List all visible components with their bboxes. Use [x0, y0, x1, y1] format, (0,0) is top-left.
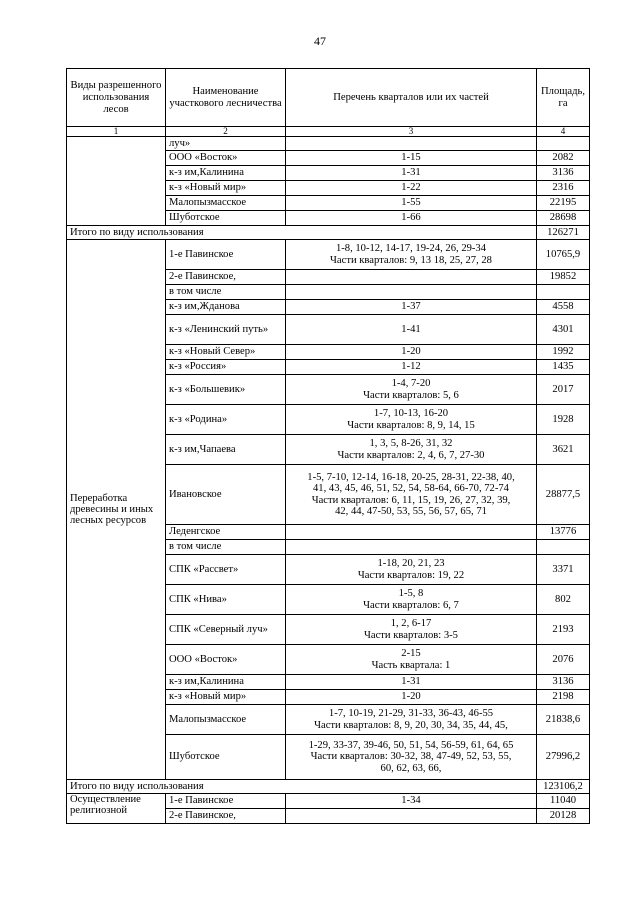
forestry-name: 2-е Павинское, [166, 270, 286, 285]
column-number: 3 [286, 127, 537, 137]
table-header-row [67, 69, 590, 127]
quarters-line: 60, 62, 63, 66, [380, 762, 442, 774]
area-cell: 4301 [537, 315, 590, 345]
quarters-line: Части кварталов: 6, 11, 15, 19, 26, 27, 32, 39, [311, 494, 511, 506]
table-row [67, 137, 590, 151]
forestry-name: СПК «Северный луч» [166, 615, 286, 645]
use-type-cell: Осуществление религиозной [67, 794, 166, 824]
quarters-line: Части кварталов: 8, 9, 20, 30, 34, 35, 44, 45, [314, 719, 508, 731]
area-cell: 2017 [537, 375, 590, 405]
forestry-name: к-з им,Жданова [166, 300, 286, 315]
quarters-cell: 1-34 [286, 794, 537, 809]
use-type-cell [67, 137, 166, 226]
quarters-line: 1-5, 8 [398, 588, 424, 600]
area-cell: 1435 [537, 360, 590, 375]
quarters-line: 1-18, 20, 21, 23 [377, 558, 445, 570]
forestry-name: ООО «Восток» [166, 645, 286, 675]
quarters-cell [286, 240, 537, 270]
table-row [67, 240, 590, 270]
area-cell: 27996,2 [537, 735, 590, 780]
area-cell [537, 137, 590, 151]
area-cell: 2082 [537, 151, 590, 166]
forestry-name: к-з им,Калинина [166, 166, 286, 181]
forestry-name: Малопызмасское [166, 196, 286, 211]
area-cell: 2316 [537, 181, 590, 196]
quarters-cell: 1-31 [286, 166, 537, 181]
table-row [67, 794, 590, 809]
forestry-name: 1-е Павинское [166, 794, 286, 809]
quarters-cell: 1-31 [286, 675, 537, 690]
header-forestry-name: Наименование участкового лесничества [166, 69, 286, 127]
quarters-cell [286, 435, 537, 465]
quarters-line: 42, 44, 47-50, 53, 55, 56, 57, 65, 71 [335, 505, 487, 517]
quarters-cell [286, 285, 537, 300]
quarters-cell: 1-41 [286, 315, 537, 345]
quarters-line: Части кварталов: 30-32, 38, 47-49, 52, 53, 55, [310, 751, 512, 763]
quarters-line: Части кварталов: 9, 13 18, 25, 27, 28 [330, 254, 492, 266]
area-cell: 22195 [537, 196, 590, 211]
forest-use-table [66, 68, 590, 824]
quarters-line: 2-15 [401, 648, 421, 660]
forestry-name: СПК «Нива» [166, 585, 286, 615]
forestry-name: Малопызмасское [166, 705, 286, 735]
quarters-cell [286, 555, 537, 585]
forestry-name: Ивановское [166, 465, 286, 525]
quarters-cell [286, 525, 537, 540]
forestry-name: Шуботское [166, 735, 286, 780]
quarters-cell: 1-20 [286, 345, 537, 360]
quarters-cell [286, 645, 537, 675]
quarters-cell: 1-12 [286, 360, 537, 375]
quarters-line: 1, 2, 6-17 [390, 618, 432, 630]
total-label: Итого по виду использования [67, 226, 537, 240]
total-value: 126271 [537, 226, 590, 240]
quarters-line: 41, 43, 45, 46, 51, 52, 54, 58-64, 66-70, 72-74 [313, 483, 509, 495]
quarters-cell [286, 137, 537, 151]
quarters-line: Части кварталов: 5, 6 [363, 389, 459, 401]
quarters-cell [286, 465, 537, 525]
quarters-cell [286, 405, 537, 435]
area-cell: 3621 [537, 435, 590, 465]
quarters-cell [286, 735, 537, 780]
use-type-cell: Переработка древесины и иных лесных ресурсов [67, 240, 166, 780]
quarters-line: 1-4, 7-20 [391, 378, 431, 390]
forestry-name: луч» [166, 137, 286, 151]
total-row [67, 226, 590, 240]
area-cell: 28698 [537, 211, 590, 226]
area-cell: 802 [537, 585, 590, 615]
forestry-name: ООО «Восток» [166, 151, 286, 166]
area-cell: 13776 [537, 525, 590, 540]
forestry-name: к-з «Новый мир» [166, 690, 286, 705]
quarters-line: Части кварталов: 3-5 [364, 629, 458, 641]
area-cell: 1928 [537, 405, 590, 435]
total-row [67, 780, 590, 794]
quarters-cell [286, 270, 537, 285]
column-number: 2 [166, 127, 286, 137]
header-use-type: Виды разрешенного использования лесов [67, 69, 166, 127]
area-cell [537, 540, 590, 555]
area-cell: 2198 [537, 690, 590, 705]
quarters-cell [286, 705, 537, 735]
quarters-line: 1-29, 33-37, 39-46, 50, 51, 54, 56-59, 61, 64, 65 [308, 740, 514, 752]
forestry-name: в том числе [166, 285, 286, 300]
forestry-name: СПК «Рассвет» [166, 555, 286, 585]
column-number: 1 [67, 127, 166, 137]
quarters-line: Части кварталов: 19, 22 [357, 569, 465, 581]
quarters-cell [286, 615, 537, 645]
area-cell: 4558 [537, 300, 590, 315]
column-number-row [67, 127, 590, 137]
forestry-name: 1-е Павинское [166, 240, 286, 270]
forestry-name: к-з им,Чапаева [166, 435, 286, 465]
quarters-line: 1-7, 10-13, 16-20 [373, 408, 449, 420]
area-cell: 19852 [537, 270, 590, 285]
quarters-line: Часть квартала: 1 [371, 659, 451, 671]
forestry-name: в том числе [166, 540, 286, 555]
quarters-line: Части кварталов: 8, 9, 14, 15 [347, 419, 475, 431]
column-number: 4 [537, 127, 590, 137]
area-cell: 3371 [537, 555, 590, 585]
header-area: Площадь, га [537, 69, 590, 127]
quarters-line: 1-8, 10-12, 14-17, 19-24, 26, 29-34 [335, 243, 487, 255]
forestry-name: к-з «Новый мир» [166, 181, 286, 196]
area-cell: 10765,9 [537, 240, 590, 270]
quarters-cell [286, 809, 537, 824]
forestry-name: к-з «Ленинский путь» [166, 315, 286, 345]
forestry-name: к-з «Новый Север» [166, 345, 286, 360]
forestry-name: Леденгское [166, 525, 286, 540]
quarters-cell [286, 540, 537, 555]
quarters-line: Части кварталов: 6, 7 [363, 599, 459, 611]
quarters-line: 1-5, 7-10, 12-14, 16-18, 20-25, 28-31, 22-38, 40, [307, 471, 515, 483]
header-quarters: Перечень кварталов или их частей [286, 69, 537, 127]
quarters-line: Части кварталов: 2, 4, 6, 7, 27-30 [337, 449, 485, 461]
quarters-cell: 1-22 [286, 181, 537, 196]
total-label: Итого по виду использования [67, 780, 537, 794]
quarters-cell: 1-37 [286, 300, 537, 315]
quarters-line: 1, 3, 5, 8-26, 31, 32 [369, 438, 453, 450]
area-cell [537, 285, 590, 300]
forestry-name: Шуботское [166, 211, 286, 226]
page-number: 47 [314, 34, 326, 48]
quarters-cell [286, 375, 537, 405]
total-value: 123106,2 [537, 780, 590, 794]
area-cell: 1992 [537, 345, 590, 360]
forestry-name: к-з им,Калинина [166, 675, 286, 690]
quarters-cell: 1-66 [286, 211, 537, 226]
forestry-name: к-з «Россия» [166, 360, 286, 375]
area-cell: 3136 [537, 166, 590, 181]
area-cell: 2076 [537, 645, 590, 675]
quarters-cell: 1-55 [286, 196, 537, 211]
area-cell: 2193 [537, 615, 590, 645]
quarters-cell [286, 585, 537, 615]
area-cell: 11040 [537, 794, 590, 809]
area-cell: 20128 [537, 809, 590, 824]
forestry-name: к-з «Большевик» [166, 375, 286, 405]
quarters-cell: 1-20 [286, 690, 537, 705]
quarters-line: 1-7, 10-19, 21-29, 31-33, 36-43, 46-55 [328, 708, 494, 720]
forestry-name: к-з «Родина» [166, 405, 286, 435]
quarters-cell: 1-15 [286, 151, 537, 166]
area-cell: 3136 [537, 675, 590, 690]
area-cell: 21838,6 [537, 705, 590, 735]
area-cell: 28877,5 [537, 465, 590, 525]
forestry-name: 2-е Павинское, [166, 809, 286, 824]
